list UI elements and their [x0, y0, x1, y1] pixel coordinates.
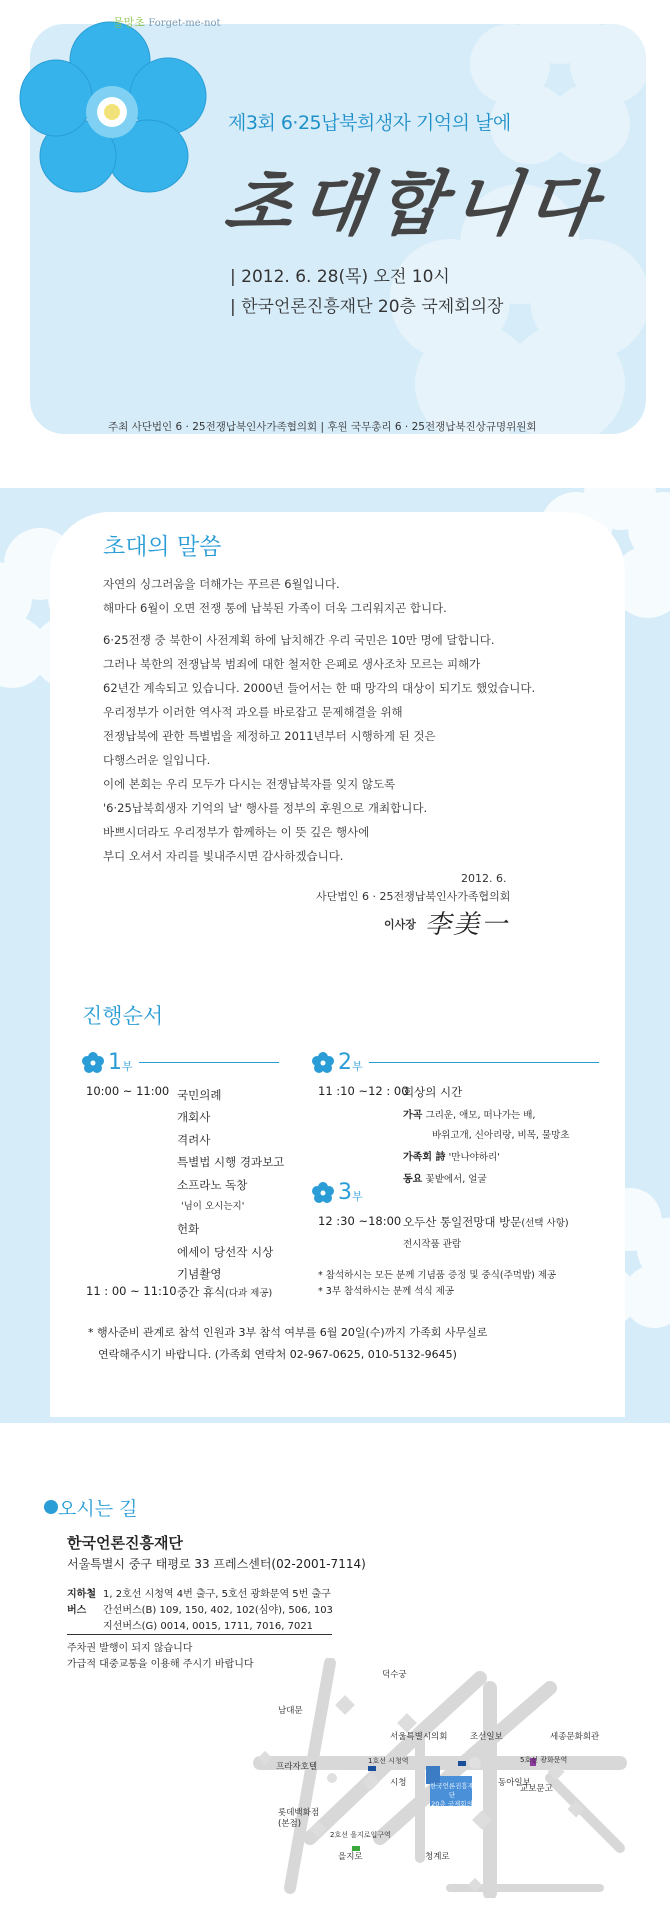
map-label-city-hall: 시청 — [390, 1778, 407, 1788]
children-song-row — [403, 1170, 487, 1185]
note-line: * 참석하시는 모든 분께 기념품 증정 및 중식(주먹밥) 제공 — [318, 1270, 557, 1281]
venue-address: 서울특별시 중구 태평로 33 프레스센터(02-2001-7114) — [67, 1557, 366, 1571]
part-3-header — [312, 1180, 363, 1205]
part-number: 3 — [338, 1180, 352, 1205]
invitation-line: 이에 본회는 우리 모두가 다시는 전쟁납북자를 잊지 않도록 — [103, 777, 396, 791]
program-item: 격려사 — [177, 1132, 211, 1147]
map-label-euljiro-station: 2호선 을지로입구역 — [330, 1831, 391, 1839]
invitation-line: 전쟁납북에 관한 특별법을 제정하고 2011년부터 시행하게 된 것은 — [103, 729, 436, 743]
map-label-namdaemun: 남대문 — [278, 1706, 303, 1716]
part-number: 1 — [108, 1050, 122, 1075]
venue-name: 한국언론진흥재단 — [67, 1534, 183, 1552]
visit-note: (선택 사항) — [521, 1218, 569, 1229]
divider — [67, 1634, 332, 1635]
program-item: 특별법 시행 경과보고 — [177, 1155, 285, 1170]
invitation-line: 그러나 북한의 전쟁납북 범죄에 대한 철저한 은폐로 생사조차 모르는 피해가 — [103, 657, 481, 671]
program-notes — [318, 1268, 556, 1300]
invitation-paragraph — [103, 628, 535, 772]
map-label-deoksugung: 덕수궁 — [382, 1670, 407, 1680]
line1-station-marker — [368, 1766, 376, 1771]
parking-note-2: 가급적 대중교통을 이용해 주시기 바랍니다 — [67, 1659, 254, 1670]
event-date: | 2012. 6. 28(목) 오전 10시 — [230, 267, 450, 287]
map-label-gwanghwamun-station: 5호선 광화문역 — [520, 1756, 568, 1764]
song-list-2: 바위고개, 신아리랑, 비목, 물망초 — [432, 1130, 570, 1141]
map-label-city-hall-station: 1호선 시청역 — [368, 1757, 409, 1765]
program-item: 개회사 — [177, 1110, 211, 1125]
program-item: 헌화 — [177, 1222, 200, 1237]
map-label-city-council: 서울특별시의회 — [390, 1732, 448, 1742]
part-2-title: 회상의 시간 — [403, 1085, 463, 1099]
program-item: 에세이 당선작 시상 — [177, 1244, 274, 1259]
map-label-kyobo: 교보문고 — [520, 1784, 553, 1794]
break — [177, 1284, 272, 1300]
part-number: 2 — [338, 1050, 352, 1075]
bg-flower-icon — [470, 24, 646, 164]
map-label-cheonggyero: 청계로 — [425, 1852, 450, 1862]
invitation-org: 사단법인 6 · 25전쟁납북인사가족협의회 — [316, 890, 511, 903]
page-title: 초대합니다 — [219, 162, 610, 245]
children-song-list: 꽃밭에서, 얼굴 — [425, 1174, 487, 1185]
map-venue-label-2: 20층 국제회의장 — [431, 1800, 473, 1817]
program-item: 소프라노 독창 — [177, 1177, 248, 1192]
invitation-line: 다행스러운 일입니다. — [103, 753, 211, 767]
part-2-header — [312, 1050, 599, 1075]
part-1-time: 10:00 ~ 11:00 — [86, 1084, 170, 1098]
song-row — [403, 1106, 535, 1121]
invitation-header — [0, 0, 670, 465]
invitation-paragraph — [103, 572, 447, 620]
invitation-line: 부디 오셔서 자리를 빛내주시면 감사하겠습니다. — [103, 849, 344, 863]
visit-title: 오두산 통일전망대 방문 — [403, 1215, 522, 1229]
program-item: 기념촬영 — [177, 1267, 222, 1282]
flower-bullet-icon — [312, 1052, 334, 1074]
invitation-date: 2012. 6. — [461, 872, 507, 885]
bus-info-1: 간선버스(B) 109, 150, 402, 102(심야), 506, 103 — [103, 1605, 333, 1616]
map-label-euljiro: 을지로 — [338, 1852, 363, 1862]
chair-signature: 李美一 — [425, 910, 510, 940]
invitation-line: '6·25납북희생자 기억의 날' 행사를 정부의 후원으로 개최합니다. — [103, 801, 428, 815]
map-venue-label — [430, 1782, 474, 1818]
badge-english: Forget-me-not — [148, 18, 221, 29]
forget-me-not-flower-icon — [18, 16, 208, 196]
subway-label: 지하철 — [67, 1589, 96, 1600]
event-subtitle: 제3회 6·25납북희생자 기억의 날에 — [228, 112, 511, 134]
invitation-line: 62년간 계속되고 있습니다. 2000년 들어서는 한 때 망각의 대상이 되기도 했었습니다. — [103, 681, 536, 695]
bus-label: 버스 — [67, 1605, 87, 1616]
map-label-sejong: 세종문화회관 — [550, 1732, 600, 1742]
flower-bullet-icon — [82, 1052, 104, 1074]
invitation-line: 우리정부가 이러한 역사적 과오를 바로잡고 문제해결을 위해 — [103, 705, 403, 719]
host-sponsor: 주최 사단법인 6 · 25전쟁납북인사가족협의회 | 후원 국무총리 6 · 25전쟁납북진상규명위원회 — [108, 421, 537, 433]
children-song-label: 동요 — [403, 1174, 423, 1185]
footnote-line: * 행사준비 관계로 참석 인원과 3부 참석 여부를 6월 20일(수)까지 가족회 사무실로 — [88, 1326, 488, 1339]
program-footnote — [88, 1322, 487, 1366]
invitation-line: 자연의 싱그러움을 더해가는 푸르른 6월입니다. — [103, 577, 340, 591]
part-1-items — [177, 1084, 284, 1286]
invitation-paragraph — [103, 772, 427, 868]
invitation-heading: 초대의 말씀 — [103, 534, 222, 560]
parking-note-1: 주차권 발행이 되지 않습니다 — [67, 1643, 193, 1654]
map-label-dongailbo: 동아일보 — [498, 1778, 531, 1788]
map-label-plaza-hotel: 프라자호텔 — [276, 1762, 318, 1772]
footnote-line: 연락해주시기 바랍니다. (가족회 연락처 02-967-0625, 010-5132-9645) — [98, 1348, 457, 1361]
part-suffix: 부 — [352, 1189, 363, 1203]
part-3-sub: 전시작품 관람 — [403, 1239, 462, 1250]
break-time: 11 : 00 ~ 11:10 — [86, 1284, 177, 1298]
poem-row — [403, 1148, 500, 1163]
bullet-dot-icon — [44, 1500, 58, 1514]
flower-bullet-icon — [312, 1182, 334, 1204]
invitation-line: 6·25전쟁 중 북한이 사전계획 하에 납치해간 우리 국민은 10만 명에 달합니다. — [103, 633, 495, 647]
program-item: 국민의례 — [177, 1088, 222, 1102]
badge-korean: 물망초 — [113, 16, 145, 29]
song-list: 그리운, 애모, 떠나가는 배, — [425, 1110, 536, 1121]
poem-title: '만나야하리' — [448, 1152, 500, 1163]
map-label-chosun: 조선일보 — [470, 1732, 503, 1742]
program-heading: 진행순서 — [82, 1004, 164, 1028]
map-venue-label-1: 한국언론진흥재단 — [430, 1782, 474, 1799]
directions-heading: 오시는 길 — [58, 1498, 138, 1520]
location-map — [250, 1658, 630, 1898]
bus-info-2: 지선버스(G) 0014, 0015, 1711, 7016, 7021 — [103, 1621, 314, 1632]
chair-title: 이사장 — [384, 918, 416, 931]
map-label-lotte: 롯데백화점 (본점) — [278, 1808, 320, 1829]
flower-badge — [113, 14, 221, 30]
event-venue: | 한국언론진흥재단 20층 국제회의장 — [230, 297, 504, 317]
break-label: 중간 휴식 — [177, 1285, 226, 1299]
break-note: (다과 제공) — [225, 1288, 273, 1299]
note-line: * 3부 참석하시는 분께 석식 제공 — [318, 1286, 455, 1297]
part-rule — [139, 1062, 279, 1063]
song-label: 가곡 — [403, 1110, 423, 1121]
part-3-time: 12 :30 ~18:00 — [318, 1214, 402, 1228]
part-2-time: 11 :10 ~12 : 00 — [318, 1084, 409, 1098]
part-1-header — [82, 1050, 279, 1075]
poem-label: 가족회 詩 — [403, 1152, 446, 1163]
part-suffix: 부 — [122, 1059, 133, 1073]
part-suffix: 부 — [352, 1059, 363, 1073]
part-rule — [369, 1062, 599, 1063]
invitation-line: 해마다 6월이 오면 전쟁 통에 납북된 가족이 더욱 그리워지곤 합니다. — [103, 601, 447, 615]
program-item: '님이 오시는지' — [181, 1201, 245, 1213]
invitation-line: 바쁘시더라도 우리정부가 함께하는 이 뜻 깊은 행사에 — [103, 825, 370, 839]
map-roads — [250, 1658, 630, 1898]
subway-info: 1, 2호선 시청역 4번 출구, 5호선 광화문역 5번 출구 — [103, 1589, 331, 1600]
part-3-title — [403, 1214, 569, 1230]
